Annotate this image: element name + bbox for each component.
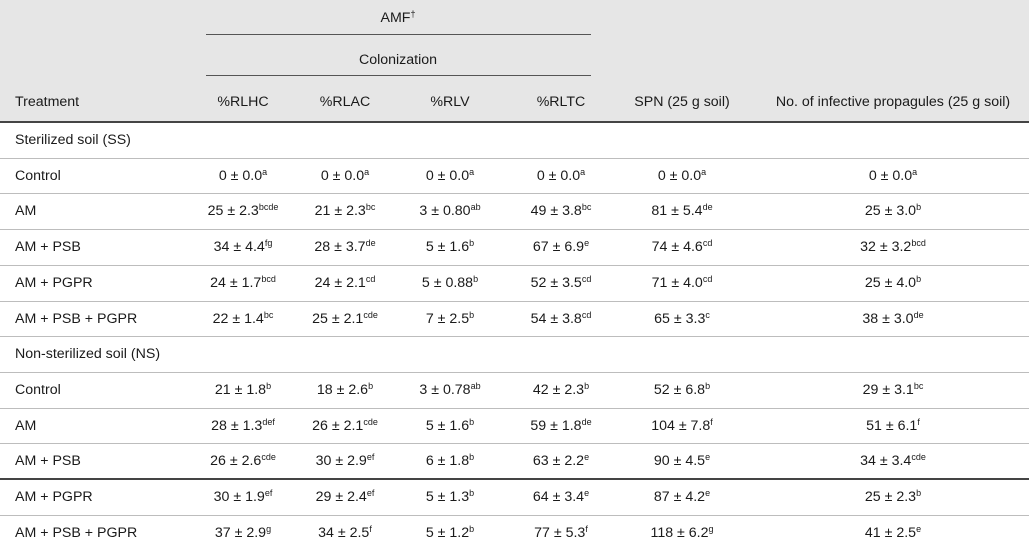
value-cell	[316, 489, 375, 505]
value-cell	[426, 239, 474, 255]
mean-se: 67 ± 6.9	[532, 239, 585, 256]
significance-letters: b	[266, 380, 272, 391]
significance-letters: bcde	[258, 202, 279, 213]
col-header-rlhc: %RLHC	[217, 94, 269, 110]
significance-letters: f	[585, 523, 588, 534]
significance-letters: b	[584, 380, 590, 391]
section-title: Non-sterilized soil (NS)	[15, 346, 161, 363]
value-cell	[426, 168, 474, 184]
mean-se: 63 ± 2.2	[532, 453, 585, 470]
col-header-spn: SPN (25 g soil)	[634, 94, 730, 110]
mean-se: 49 ± 3.8	[530, 203, 582, 220]
value-cell	[314, 239, 375, 255]
significance-letters: de	[702, 202, 713, 213]
treatment-cell: AM + PSB + PGPR	[15, 310, 138, 327]
row-divider	[0, 229, 1029, 230]
mean-se: 21 ± 2.3	[314, 203, 366, 220]
mean-se: 51 ± 6.1	[866, 417, 918, 434]
mean-se: 34 ± 2.5	[318, 524, 370, 541]
mean-se: 28 ± 1.3	[211, 417, 263, 434]
mean-se: 24 ± 1.7	[210, 274, 262, 291]
mean-se: 29 ± 2.4	[315, 489, 367, 505]
mean-se: 5 ± 1.6	[425, 239, 470, 256]
mean-se: 34 ± 3.4	[860, 453, 912, 470]
mean-se: 0 ± 0.0	[320, 167, 365, 184]
header-rule	[0, 121, 1029, 123]
mean-se: 42 ± 2.3	[532, 381, 585, 398]
value-cell	[534, 525, 588, 541]
mean-se: 7 ± 2.5	[425, 310, 470, 327]
colonization-rule	[206, 75, 591, 76]
row-divider	[0, 336, 1029, 337]
value-cell	[211, 418, 275, 434]
value-cell	[316, 453, 375, 469]
mean-se: 38 ± 3.0	[862, 310, 914, 327]
significance-letters: ef	[264, 488, 273, 498]
mean-se: 74 ± 4.6	[651, 239, 703, 256]
value-cell	[654, 382, 710, 398]
mean-se: 0 ± 0.0	[218, 167, 263, 184]
mean-se: 52 ± 3.5	[530, 274, 582, 291]
mean-se: 26 ± 2.6	[210, 453, 262, 470]
significance-letters: b	[916, 202, 922, 213]
value-cell	[315, 275, 376, 291]
value-cell	[215, 525, 271, 541]
significance-letters: ab	[470, 380, 481, 391]
mean-se: 22 ± 1.4	[212, 310, 264, 327]
row-divider	[0, 265, 1029, 266]
value-cell	[426, 311, 474, 327]
significance-letters: b	[469, 488, 475, 498]
significance-letters: de	[581, 416, 592, 427]
significance-letters: ab	[470, 202, 481, 213]
value-cell	[219, 168, 267, 184]
value-cell	[531, 275, 592, 291]
mean-se: 30 ± 2.9	[315, 453, 367, 470]
mean-se: 37 ± 2.9	[214, 524, 267, 541]
significance-letters: e	[584, 452, 590, 463]
value-cell	[213, 311, 274, 327]
value-cell	[210, 275, 276, 291]
significance-letters: cd	[365, 273, 376, 284]
significance-letters: c	[705, 309, 710, 320]
significance-letters: a	[580, 166, 586, 177]
significance-letters: ef	[366, 488, 375, 498]
significance-letters: bcd	[911, 238, 926, 249]
significance-letters: bc	[581, 202, 592, 213]
value-cell	[214, 489, 273, 505]
col-header-rlac: %RLAC	[319, 94, 371, 110]
mean-se: 3 ± 0.80	[419, 203, 471, 220]
mean-se: 25 ± 2.3	[207, 203, 259, 220]
significance-letters: e	[584, 238, 590, 249]
value-cell	[865, 489, 921, 505]
mean-se: 90 ± 4.5	[653, 453, 706, 470]
value-cell	[651, 418, 713, 434]
significance-letters: e	[705, 488, 711, 498]
mean-se: 5 ± 0.88	[421, 274, 474, 291]
colonization-label: Colonization	[358, 52, 438, 68]
value-cell	[654, 311, 710, 327]
mean-se: 54 ± 3.8	[530, 310, 582, 327]
value-cell	[658, 168, 706, 184]
value-cell	[426, 453, 474, 469]
significance-letters: a	[701, 166, 707, 177]
treatment-cell: AM	[15, 417, 37, 434]
mean-se: 6 ± 1.8	[425, 453, 470, 470]
value-cell	[865, 275, 921, 291]
mean-se: 104 ± 7.8	[651, 417, 711, 434]
value-cell	[860, 239, 926, 255]
mean-se: 0 ± 0.0	[425, 167, 470, 184]
significance-letters: e	[584, 488, 590, 498]
mean-se: 34 ± 4.4	[213, 239, 265, 256]
value-cell	[533, 453, 589, 469]
value-cell	[652, 275, 713, 291]
value-cell	[537, 168, 585, 184]
amf-group-rule	[206, 34, 591, 35]
value-cell	[654, 453, 710, 469]
significance-letters: g	[266, 523, 272, 534]
mean-se: 25 ± 3.0	[864, 203, 917, 220]
amf-group-label: AMF†	[380, 9, 416, 26]
value-cell	[426, 489, 474, 505]
significance-letters: cd	[581, 309, 592, 320]
col-header-propagules: No. of infective propagules (25 g soil)	[775, 94, 1011, 110]
value-cell	[321, 168, 369, 184]
value-cell	[426, 418, 474, 434]
mean-se: 25 ± 2.3	[864, 489, 917, 505]
mean-se: 0 ± 0.0	[536, 167, 581, 184]
value-cell	[865, 203, 921, 219]
mean-se: 5 ± 1.2	[425, 524, 470, 541]
value-cell	[533, 239, 589, 255]
row-divider	[0, 193, 1029, 194]
mean-se: 18 ± 2.6	[316, 381, 369, 398]
significance-letters: b	[368, 380, 374, 391]
treatment-cell: AM	[15, 203, 37, 220]
significance-letters: ef	[366, 452, 375, 463]
mean-se: 24 ± 2.1	[314, 274, 366, 291]
value-cell	[426, 525, 474, 541]
value-cell	[422, 275, 478, 291]
significance-letters: bcd	[261, 273, 276, 284]
significance-letters: bc	[263, 309, 274, 320]
mean-se: 52 ± 6.8	[653, 381, 706, 398]
row-divider	[0, 408, 1029, 409]
mean-se: 77 ± 5.3	[534, 524, 586, 541]
significance-letters: cd	[702, 273, 713, 284]
treatment-cell: AM + PSB	[15, 453, 81, 470]
treatment-cell: AM + PGPR	[15, 274, 93, 291]
mean-se: 26 ± 2.1	[312, 417, 364, 434]
value-cell	[214, 239, 273, 255]
significance-letters: a	[469, 166, 475, 177]
value-cell	[531, 203, 592, 219]
significance-letters: b	[473, 273, 479, 284]
value-cell	[650, 525, 713, 541]
mean-se: 65 ± 3.3	[654, 310, 706, 327]
mean-se: 5 ± 1.3	[425, 489, 470, 505]
significance-letters: cd	[702, 238, 713, 249]
value-cell	[315, 203, 376, 219]
significance-letters: fg	[264, 238, 273, 249]
value-cell	[865, 525, 921, 541]
value-cell	[531, 311, 592, 327]
mean-se: 21 ± 1.8	[214, 381, 267, 398]
mean-se: 0 ± 0.0	[868, 167, 913, 184]
value-cell	[312, 311, 378, 327]
mean-se: 59 ± 1.8	[530, 417, 582, 434]
significance-letters: b	[469, 238, 475, 249]
treatment-cell: AM + PSB	[15, 239, 81, 256]
significance-letters: bc	[913, 380, 924, 391]
treatment-cell: Control	[15, 167, 61, 184]
significance-letters: cd	[581, 273, 592, 284]
value-cell	[215, 382, 271, 398]
row-divider	[0, 158, 1029, 159]
significance-letters: e	[916, 523, 922, 534]
significance-letters: b	[469, 309, 475, 320]
value-cell	[651, 203, 712, 219]
significance-letters: a	[262, 166, 268, 177]
mean-se: 5 ± 1.6	[425, 417, 470, 434]
mean-se: 29 ± 3.1	[862, 381, 914, 398]
significance-letters: bc	[365, 202, 376, 213]
significance-letters: de	[913, 309, 924, 320]
value-cell	[419, 382, 480, 398]
mean-se: 118 ± 6.2	[650, 524, 709, 541]
table-bottom-rule	[0, 478, 1029, 480]
mean-se: 28 ± 3.7	[314, 239, 366, 256]
significance-letters: e	[705, 452, 711, 463]
treatment-cell: Control	[15, 381, 61, 398]
col-header-rlv: %RLV	[430, 94, 470, 110]
value-cell	[869, 168, 917, 184]
significance-letters: g	[708, 523, 714, 534]
mean-se: 0 ± 0.0	[657, 167, 702, 184]
significance-letters: a	[364, 166, 370, 177]
treatment-cell: AM + PSB + PGPR	[15, 524, 138, 541]
value-cell	[863, 382, 924, 398]
significance-letters: b	[469, 452, 475, 463]
treatment-cell: AM + PGPR	[15, 489, 93, 505]
significance-letters: f	[917, 416, 920, 427]
significance-letters: b	[469, 523, 475, 534]
significance-letters: b	[469, 416, 475, 427]
value-cell	[533, 489, 589, 505]
mean-se: 41 ± 2.5	[864, 524, 917, 541]
mean-se: 81 ± 5.4	[651, 203, 703, 220]
section-title: Sterilized soil (SS)	[15, 132, 131, 148]
col-header-rltc: %RLTC	[536, 94, 586, 110]
row-divider	[0, 301, 1029, 302]
col-header-treatment: Treatment	[15, 94, 80, 110]
significance-letters: f	[369, 523, 372, 534]
mean-se: 25 ± 2.1	[312, 310, 364, 327]
mean-se: 87 ± 4.2	[653, 489, 706, 505]
value-cell	[318, 525, 372, 541]
significance-letters: cde	[911, 452, 926, 463]
value-cell	[530, 418, 591, 434]
significance-letters: a	[912, 166, 918, 177]
value-cell	[312, 418, 378, 434]
value-cell	[866, 418, 920, 434]
mean-se: 3 ± 0.78	[419, 381, 471, 398]
value-cell	[208, 203, 279, 219]
significance-letters: b	[705, 380, 711, 391]
mean-se: 25 ± 4.0	[864, 274, 917, 291]
significance-letters: de	[365, 238, 376, 249]
value-cell	[533, 382, 589, 398]
value-cell	[654, 489, 710, 505]
row-divider	[0, 515, 1029, 516]
value-cell	[862, 311, 923, 327]
mean-se: 32 ± 3.2	[860, 239, 912, 256]
significance-letters: b	[916, 488, 922, 498]
significance-letters: cde	[363, 309, 378, 320]
significance-letters: b	[916, 273, 922, 284]
significance-letters: cde	[363, 416, 378, 427]
row-divider	[0, 443, 1029, 444]
value-cell	[419, 203, 480, 219]
mean-se: 71 ± 4.0	[651, 274, 703, 291]
value-cell	[860, 453, 926, 469]
significance-letters: def	[262, 416, 275, 427]
value-cell	[652, 239, 713, 255]
mean-se: 64 ± 3.4	[532, 489, 585, 505]
significance-letters: f	[710, 416, 713, 427]
value-cell	[210, 453, 276, 469]
significance-letters: cde	[261, 452, 276, 463]
row-divider	[0, 372, 1029, 373]
mean-se: 30 ± 1.9	[213, 489, 265, 505]
value-cell	[317, 382, 373, 398]
